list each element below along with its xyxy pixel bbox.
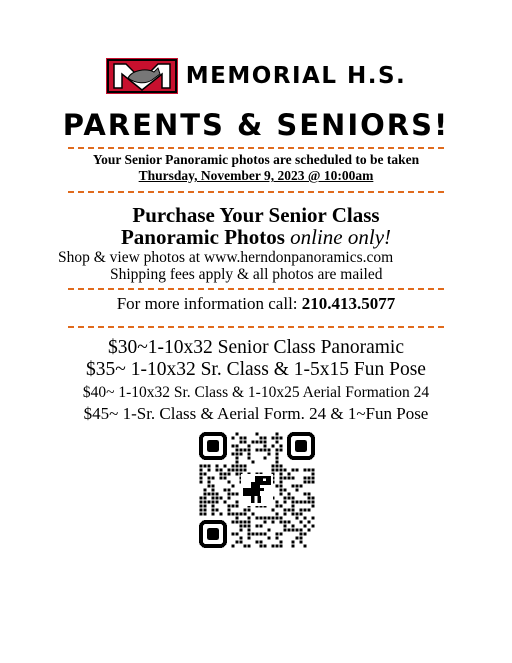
phone-number: 210.413.5077 — [301, 294, 396, 313]
purchase-heading-1: Purchase Your Senior Class — [132, 203, 380, 227]
price-option-30: $30~1-10x32 Senior Class Panoramic — [108, 337, 404, 358]
divider — [68, 147, 444, 149]
headline: PARENTS & SENIORS! — [62, 108, 450, 142]
price-option-40: $40~ 1-10x32 Sr. Class & 1-10x25 Aerial Formation 24 — [82, 384, 430, 401]
schedule-date: Thursday, November 9, 2023 @ 10:00am — [138, 168, 374, 183]
mustang-logo-icon — [106, 58, 178, 94]
shipping-text: Shipping fees apply & all photos are mailed — [110, 266, 383, 283]
school-name: MEMORIAL H.S. — [185, 63, 407, 89]
schedule-line-1: Your Senior Panoramic photos are scheduled to be taken — [92, 152, 420, 167]
shop-website-text: Shop & view photos at www.herndonpanoramics.com — [58, 249, 394, 266]
divider — [68, 326, 444, 328]
purchase-heading-2 — [0, 225, 512, 250]
divider — [68, 191, 444, 193]
header — [0, 58, 512, 94]
info-prefix: For more information call: — [116, 294, 302, 313]
info-line — [0, 294, 512, 314]
price-option-35: $35~ 1-10x32 Sr. Class & 1-5x15 Fun Pose — [86, 359, 426, 380]
price-option-45: $45~ 1-Sr. Class & Aerial Form. 24 & 1~Fun Pose — [83, 404, 429, 423]
purchase-heading-text: Panoramic Photos — [120, 225, 291, 249]
online-only-emphasis: online only! — [290, 225, 392, 249]
qr-code-icon[interactable] — [199, 432, 315, 548]
divider — [68, 288, 444, 290]
